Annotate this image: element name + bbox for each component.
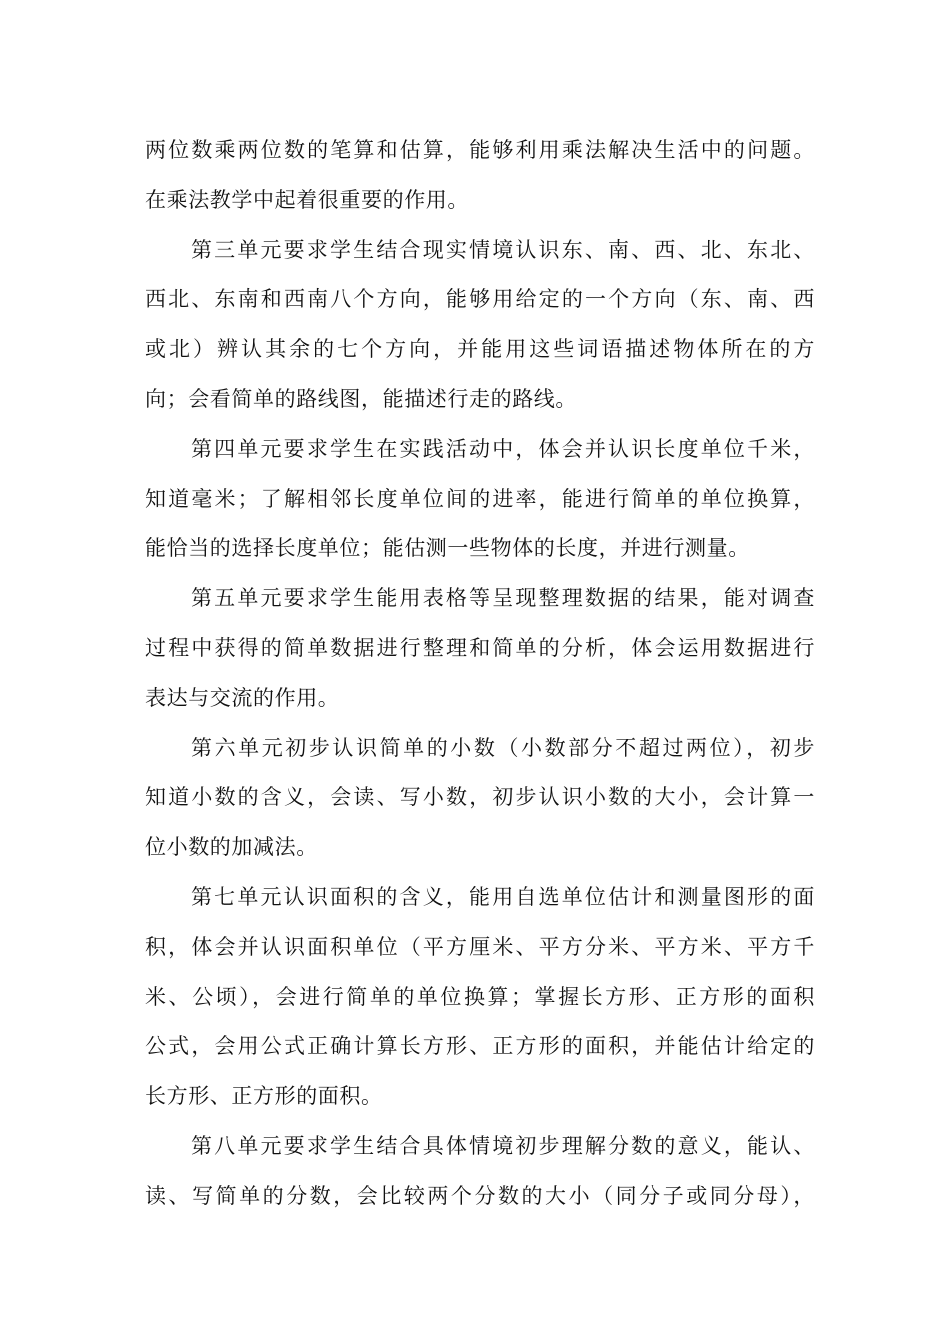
text-line: 位小数的加减法。 [145,835,318,860]
text-line: 向；会看简单的路线图，能描述行走的路线。 [145,386,577,411]
text-line: 积，体会并认识面积单位（平方厘米、平方分米、平方米、平方千 [145,934,815,959]
body-text [145,126,815,1222]
text-line: 表达与交流的作用。 [145,685,340,710]
text-line: 两位数乘两位数的笔算和估算，能够利用乘法解决生活中的问题。 [145,138,815,162]
text-line: 知道小数的含义，会读、写小数，初步认识小数的大小，会计算一 [145,785,815,810]
text-line: 在乘法教学中起着很重要的作用。 [145,187,469,212]
paragraph-unit3-line: 第三单元要求学生结合现实情境认识东、南、西、北、东北、 [191,237,815,262]
paragraph-unit8-line: 第八单元要求学生结合具体情境初步理解分数的意义，能认、 [191,1133,815,1158]
text-line: 米、公顷），会进行简单的单位换算；掌握长方形、正方形的面积 [145,984,815,1009]
text-line: 西北、东南和西南八个方向，能够用给定的一个方向（东、南、西 [145,287,815,312]
paragraph-unit5-line: 第五单元要求学生能用表格等呈现整理数据的结果，能对调查 [191,586,815,611]
text-line: 过程中获得的简单数据进行整理和简单的分析，体会运用数据进行 [145,635,815,660]
text-line: 或北）辨认其余的七个方向，并能用这些词语描述物体所在的方 [145,337,815,362]
text-line: 公式，会用公式正确计算长方形、正方形的面积，并能估计给定的 [145,1034,815,1059]
paragraph-unit4-line: 第四单元要求学生在实践活动中，体会并认识长度单位千米， [191,436,815,461]
paragraph-unit7-line: 第七单元认识面积的含义，能用自选单位估计和测量图形的面 [191,884,815,909]
text-line: 读、写简单的分数，会比较两个分数的大小（同分子或同分母）， [145,1183,815,1208]
text-line: 能恰当的选择长度单位；能估测一些物体的长度，并进行测量。 [145,536,750,561]
paragraph-unit6-line: 第六单元初步认识简单的小数（小数部分不超过两位），初步 [191,735,815,760]
text-line: 知道毫米；了解相邻长度单位间的进率，能进行简单的单位换算， [145,486,815,511]
text-line: 长方形、正方形的面积。 [145,1084,383,1109]
